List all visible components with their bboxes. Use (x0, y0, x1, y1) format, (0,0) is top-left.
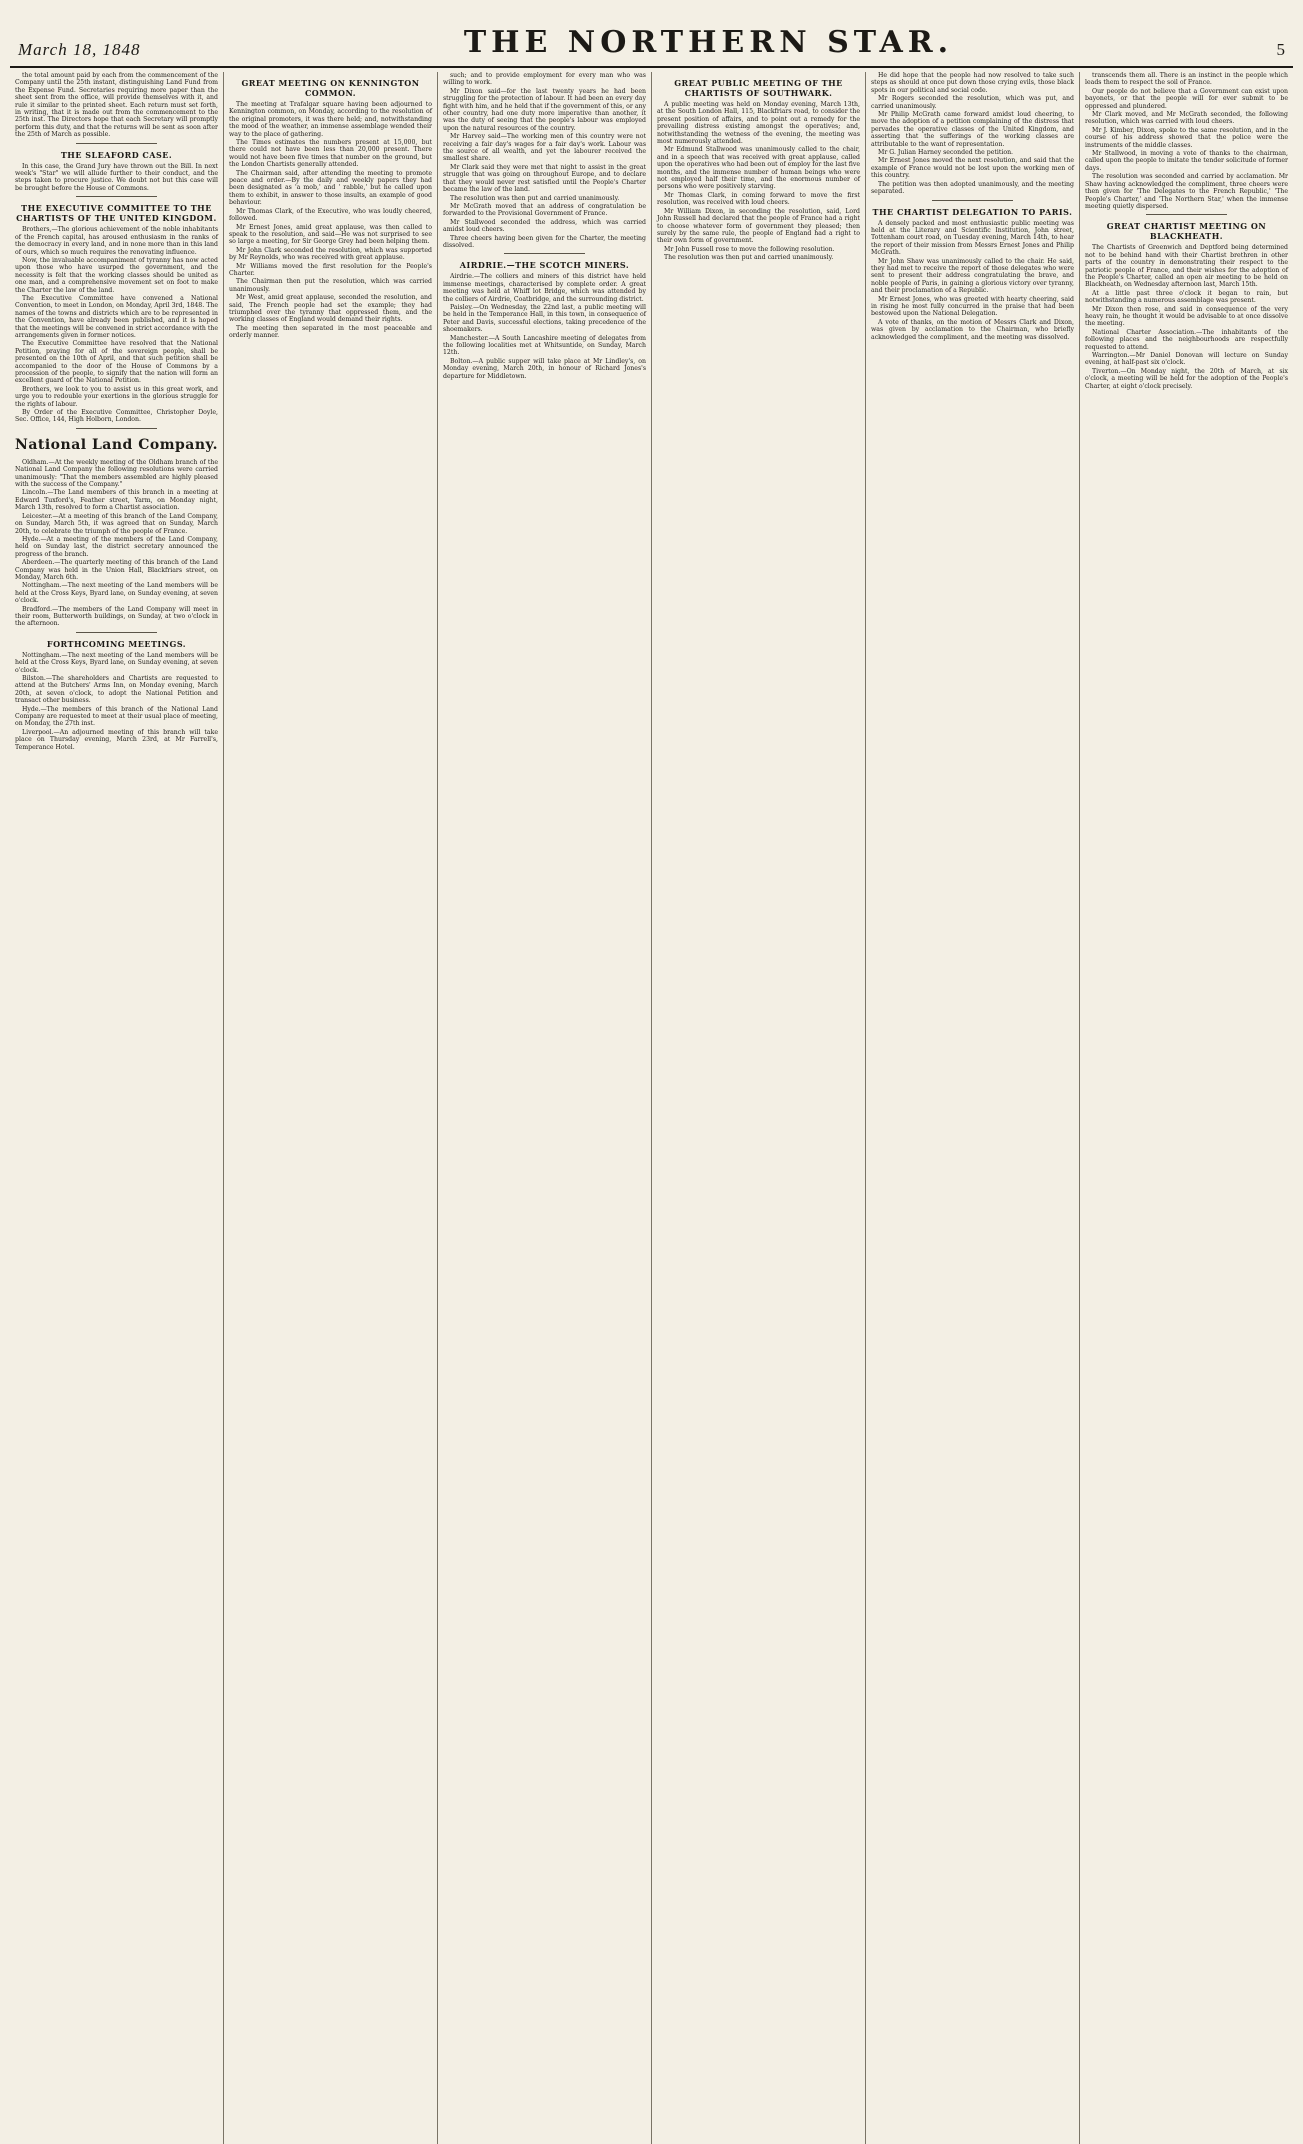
issue-date: March 18, 1848 (18, 40, 141, 59)
article-paragraph: Airdrie.—The colliers and miners of this district have held immense meetings, characterised by complete order. A great meeting was held at Whiff lot Bridge, which was attended by the colliers of Airdrie, Coatbridge, and the surrounding district. (443, 273, 646, 303)
article-paragraph: At a little past three o'clock it began to rain, but notwithstanding a numerous assemblage was present. (1085, 289, 1288, 305)
article-paragraph: Hyde.—At a meeting of the members of the Land Company, held on Sunday last, the district secretary announced the progress of the branch. (15, 535, 218, 558)
article-paragraph: Liverpool.—An adjourned meeting of this branch will take place on Thursday evening, March 23rd, at Mr Farrell's, Temperance Hotel. (15, 728, 218, 751)
section-divider (1146, 214, 1227, 215)
article-paragraph: In this case, the Grand Jury have thrown out the Bill. In next week's "Star" we will allude further to their conduct, and the steps taken to procure justice. We doubt not but this case will be brought before the House of Commons. (15, 162, 218, 192)
article-paragraph: Warrington.—Mr Daniel Donovan will lecture on Sunday evening, at half-past six o'clock. (1085, 352, 1288, 367)
article-paragraph: Bradford.—The members of the Land Company will meet in their room, Butterworth buildings, on Sunday, at two o'clock in the afternoon. (15, 605, 218, 628)
article-heading: National Land Company. (15, 436, 218, 453)
article-paragraph: such; and to provide employment for every man who was willing to work. (443, 72, 646, 87)
article-paragraph: Paisley.—On Wednesday, the 22nd last, a public meeting will be held in the Temperance Hall, in this town, in consequence of Peter and Davis, successful elections, taking precedence of the shoemakers. (443, 303, 646, 334)
article-paragraph: Nottingham.—The next meeting of the Land members will be held at the Cross Keys, Byard lane, on Sunday evening, at seven o'clock. (15, 582, 218, 605)
article-paragraph: The Times estimates the numbers present at 15,000, but there could not have been less than 20,000 present. There would not have been five times that number on the ground, but the London Chartists generally attended. (229, 139, 432, 169)
article-paragraph: The Chairman said, after attending the meeting to promote peace and order.—By the daily and weekly papers they had been designated as 'a mob,' and ' rabble,' but he called upon them to exhibit, in answer to those insults, an example of good behaviour. (229, 169, 432, 207)
article-paragraph: Mr Thomas Clark, in coming forward to move the first resolution, was received with loud cheers. (657, 191, 860, 207)
article-paragraph: Mr Clark moved, and Mr McGrath seconded, the following resolution, which was carried with loud cheers. (1085, 111, 1288, 126)
section-divider (76, 428, 157, 429)
section-divider (504, 253, 585, 254)
article-paragraph: Mr Dixon said—for the last twenty years he had been struggling for the protection of labour. It had been an every day fight with him, and he held that if the government of this, or any other country, had one duty more imperative than another, it was the duty of seeing that the people's labour was employed upon the natural resources of the country. (443, 87, 646, 132)
article-paragraph: Mr William Dixon, in seconding the resolution, said, Lord John Russell had declared that the people of France had a right to choose whatever form of government they pleased; then surely by the same rule, the people of England had a right to their own form of government. (657, 207, 860, 245)
article-paragraph: Mr West, amid great applause, seconded the resolution, and said, The French people had set the example; they had triumphed over the tyranny that oppressed them, and the working classes of England would demand their rights. (229, 294, 432, 324)
article-paragraph: Mr Stallwood seconded the address, which was carried amidst loud cheers. (443, 218, 646, 234)
article-paragraph: Mr Clark said they were met that night to assist in the great struggle that was going on throughout Europe, and to declare that they would never rest satisfied until the People's Charter became the law of the land. (443, 163, 646, 194)
article-paragraph: National Charter Association.—The inhabitants of the following places and the neighbourhoods are respectfully requested to attend. (1085, 328, 1288, 351)
article-paragraph: Mr John Clark seconded the resolution, which was supported by Mr Reynolds, who was received with great applause. (229, 246, 432, 262)
article-paragraph: Hyde.—The members of this branch of the National Land Company are requested to meet at their usual place of meeting, on Monday, the 27th inst. (15, 705, 218, 728)
article-paragraph: Brothers, we look to you to assist us in this great work, and urge you to redouble your exertions in the glorious struggle for the rights of labour. (15, 385, 218, 408)
article-paragraph: Mr Williams moved the first resolution for the People's Charter. (229, 262, 432, 277)
newspaper-title: THE NORTHERN STAR. (463, 25, 954, 60)
article-paragraph: The resolution was then put and carried unanimously. (664, 254, 834, 262)
column-2 (224, 72, 438, 2144)
article-heading: GREAT CHARTIST MEETING ON BLACKHEATH. (1106, 221, 1267, 242)
article-paragraph: Mr Stallwood, in moving a vote of thanks to the chairman, called upon the people to imitate the tender solicitude of former days. (1085, 150, 1288, 172)
article-paragraph: Mr G. Julian Harney seconded the petition. (878, 149, 1014, 157)
article-paragraph: He did hope that the people had now resolved to take such steps as should at once put down those crying evils, those black spots in our political and social code. (871, 72, 1074, 94)
article-paragraph: A densely packed and most enthusiastic public meeting was held at the Literary and Scientific Institution, John street, Tottenham court road, on Tuesday evening, March 14th, to hear the report of their mission from Messrs Ernest Jones and Philip McGrath. (871, 219, 1074, 257)
column-1 (10, 72, 224, 2144)
article-paragraph: the total amount paid by each from the commencement of the Company until the 25th instant, distinguishing Land Fund from the Expense Fund. Secretaries requiring more paper than the sheet sent from the office, will provide themselves with it, and rule it similar to the printed sheet. Each return must set forth, in writing, that it is made out from the commencement to the 25th inst. The Directors hope that each Secretary will promptly perform this duty, and that the returns will be sent as soon after the 25th of March as possible. (15, 72, 218, 139)
article-paragraph: Mr Thomas Clark, of the Executive, who was loudly cheered, followed. (229, 207, 432, 223)
article-paragraph: A vote of thanks, on the motion of Messrs Clark and Dixon, was given by acclamation to the Chairman, who briefly acknowledged the compliment, and the meeting was dissolved. (871, 318, 1074, 341)
column-6 (1080, 72, 1293, 2144)
article-paragraph: Mr John Fussell rose to move the following resolution. (664, 245, 835, 253)
section-divider (932, 200, 1013, 201)
article-paragraph: Brothers,—The glorious achievement of the noble inhabitants of the French capital, has aroused enthusiasm in the ranks of the democracy in every land, and in none more than in this land of ours, which so much requires the renovating influence. (15, 226, 218, 256)
article-paragraph: transcends them all. There is an instinct in the people which leads them to respect the soil of France. (1085, 72, 1288, 87)
article-paragraph: The meeting at Trafalgar square having been adjourned to Kennington common, on Monday, according to the resolution of the original promoters, it was there held; and, notwithstanding the mood of the weather, an immense assemblage wended their way to the place of gathering. (229, 101, 432, 138)
article-paragraph: Mr Dixon then rose, and said in consequence of the very heavy rain, he thought it would be advisable to at once dissolve the meeting. (1085, 305, 1288, 328)
article-heading: THE CHARTIST DELEGATION TO PARIS. (872, 206, 1073, 217)
article-paragraph: The Executive Committee have convened a National Convention, to meet in London, on Monday, April 3rd, 1848. The names of the towns and districts which are to be represented in the Convention, have already been published, and it is hoped that the meetings will be convened in strict accordance with the arrangements given in former notices. (15, 294, 218, 339)
article-paragraph: The Chairman then put the resolution, which was carried unanimously. (229, 278, 432, 293)
article-paragraph: Manchester.—A South Lancashire meeting of delegates from the following localities met at Whitsuntide, on Sunday, March 12th. (443, 334, 646, 357)
article-paragraph: The Chartists of Greenwich and Deptford being determined not to be behind hand with their Chartist brethren in other parts of the country in demonstrating their respect to the patriotic people of France, and their wishes for the adoption of the People's Charter, called an open air meeting to be held on Blackheath, on Wednesday afternoon last, March 15th. (1085, 244, 1288, 289)
article-paragraph: The petition was then adopted unanimously, and the meeting separated. (871, 180, 1074, 196)
section-divider (76, 143, 157, 144)
article-paragraph: Mr Ernest Jones, amid great applause, was then called to speak to the resolution, and said—He was not surprised to see so large a meeting, for Sir George Grey had been helping them. (229, 223, 432, 246)
masthead (10, 10, 1293, 68)
article-paragraph: Lincoln.—The Land members of this branch in a meeting at Edward Tuxford's, Feather street, Yarm, on Monday night, March 13th, resolved to form a Chartist association. (15, 489, 218, 512)
page-number: 5 (1276, 40, 1285, 59)
article-heading: FORTHCOMING MEETINGS. (46, 638, 187, 649)
article-paragraph: Mr Ernest Jones moved the next resolution, and said that the example of France would not be lost upon the working men of this country. (871, 157, 1074, 180)
section-divider (76, 632, 157, 633)
column-3 (438, 72, 652, 2144)
article-paragraph: Oldham.—At the weekly meeting of the Oldham branch of the National Land Company the following resolutions were carried unanimously: "That the members assembled are highly pleased with the success of the Company." (15, 458, 218, 489)
article-paragraph: The Executive Committee have resolved that the National Petition, praying for all of the sovereign people, shall be presented on the 10th of April, and that such petition shall be accompanied to the door of the House of Commons by a procession of the people, to signify that the nation will form an excellent guard of the National Petition. (15, 340, 218, 385)
article-paragraph: The resolution was then put and carried unanimously. (450, 194, 620, 202)
article-paragraph: Nottingham.—The next meeting of the Land members will be held at the Cross Keys, Byard lane, on Sunday evening, at seven o'clock. (15, 651, 218, 674)
article-paragraph: Mr Rogers seconded the resolution, which was put, and carried unanimously. (871, 95, 1074, 110)
article-paragraph: Bolton.—A public supper will take place at Mr Lindley's, on Monday evening, March 20th, in honour of Richard Jones's departure for Middletown. (443, 357, 646, 380)
section-divider (76, 196, 157, 197)
article-paragraph: Mr Ernest Jones, who was greeted with hearty cheering, said in rising he most fully concurred in the praise that had been bestowed upon the National Delegation. (871, 295, 1074, 318)
article-heading: THE SLEAFORD CASE. (60, 149, 173, 160)
columns-container (10, 72, 1293, 2144)
column-4 (652, 72, 866, 2144)
article-heading: THE EXECUTIVE COMMITTEE TO THE CHARTISTS OF THE UNITED KINGDOM. (16, 203, 217, 224)
article-paragraph: Mr J. Kimber, Dixon, spoke to the same resolution, and in the course of his address showed that the police were the instruments of the middle classes. (1085, 126, 1288, 149)
column-5 (866, 72, 1080, 2144)
article-heading: GREAT PUBLIC MEETING OF THE CHARTISTS OF SOUTHWARK. (674, 78, 843, 98)
article-paragraph: Mr Philip McGrath came forward amidst loud cheering, to move the adoption of a petition complaining of the distress that pervades the operative classes of the United Kingdom, and asserting that the sufferings of the working classes are attributable to the want of representation. (871, 111, 1074, 148)
article-heading: AIRDRIE.—THE SCOTCH MINERS. (459, 260, 630, 271)
article-paragraph: Mr Harvey said—The working men of this country were not receiving a fair day's wages for a fair day's work. Labour was the source of all wealth, and yet the labourer received the smallest share. (443, 133, 646, 163)
article-paragraph: Mr Edmund Stallwood was unanimously called to the chair, and in a speech that was received with great applause, called upon the operatives who had been out of employ for the last five months, and the immense number of human beings who were not employed half their time, and the enormous number of persons who were positively starving. (657, 146, 860, 191)
article-paragraph: Mr McGrath moved that an address of congratulation be forwarded to the Provisional Government of France. (443, 202, 646, 218)
article-paragraph: The resolution was seconded and carried by acclamation. Mr Shaw having acknowledged the compliment, three cheers were then given for 'The Delegates to the French Republic,' 'The People's Charter,' and 'The Northern Star,' when the immense meeting quietly dispersed. (1085, 173, 1288, 210)
article-heading: GREAT MEETING ON KENNINGTON COMMON. (241, 78, 420, 98)
article-paragraph: The meeting then separated in the most peaceable and orderly manner. (229, 324, 432, 340)
article-paragraph: Leicester.—At a meeting of this branch of the Land Company, on Sunday, March 5th, it was agreed that on Sunday, March 20th, to celebrate the triumph of the people of France. (15, 512, 218, 535)
article-paragraph: Our people do not believe that a Government can exist upon bayonets, or that the people will for ever submit to be oppressed and plundered. (1085, 87, 1288, 110)
article-paragraph: Three cheers having been given for the Charter, the meeting dissolved. (443, 234, 646, 249)
article-paragraph: By Order of the Executive Committee, Christopher Doyle, Sec. Office, 144, High Holborn, London. (15, 409, 218, 424)
article-paragraph: Bilston.—The shareholders and Chartists are requested to attend at the Butchers' Arms Inn, on Monday evening, March 20th, at seven o'clock, to adopt the National Petition and transact other business. (15, 675, 218, 705)
article-paragraph: Aberdeen.—The quarterly meeting of this branch of the Land Company was held in the Union Hall, Blackfriars street, on Monday, March 6th. (15, 559, 218, 581)
article-paragraph: Tiverton.—On Monday night, the 20th of March, at six o'clock, a meeting will be held for the adoption of the People's Charter, at eight o'clock precisely. (1085, 367, 1288, 390)
article-paragraph: Mr John Shaw was unanimously called to the chair. He said, they had met to receive the report of those delegates who were sent to present their address congratulating the brave, and noble people of Paris, in gaining a glorious victory over tyranny, and their proclamation of a Republic. (871, 257, 1074, 295)
article-paragraph: A public meeting was held on Monday evening, March 13th, at the South London Hall, 115, Blackfriars road, to consider the present position of affairs, and to point out a remedy for the prevailing distress existing amongst the operatives; and, notwithstanding the wetness of the evening, the meeting was most numerously attended. (657, 101, 860, 146)
article-paragraph: Now, the invaluable accompaniment of tyranny has now acted upon those who have usurped the government, and the necessity is felt that the working classes should be united as one man, and a comprehensive movement set on foot to make the Charter the law of the land. (15, 256, 218, 294)
